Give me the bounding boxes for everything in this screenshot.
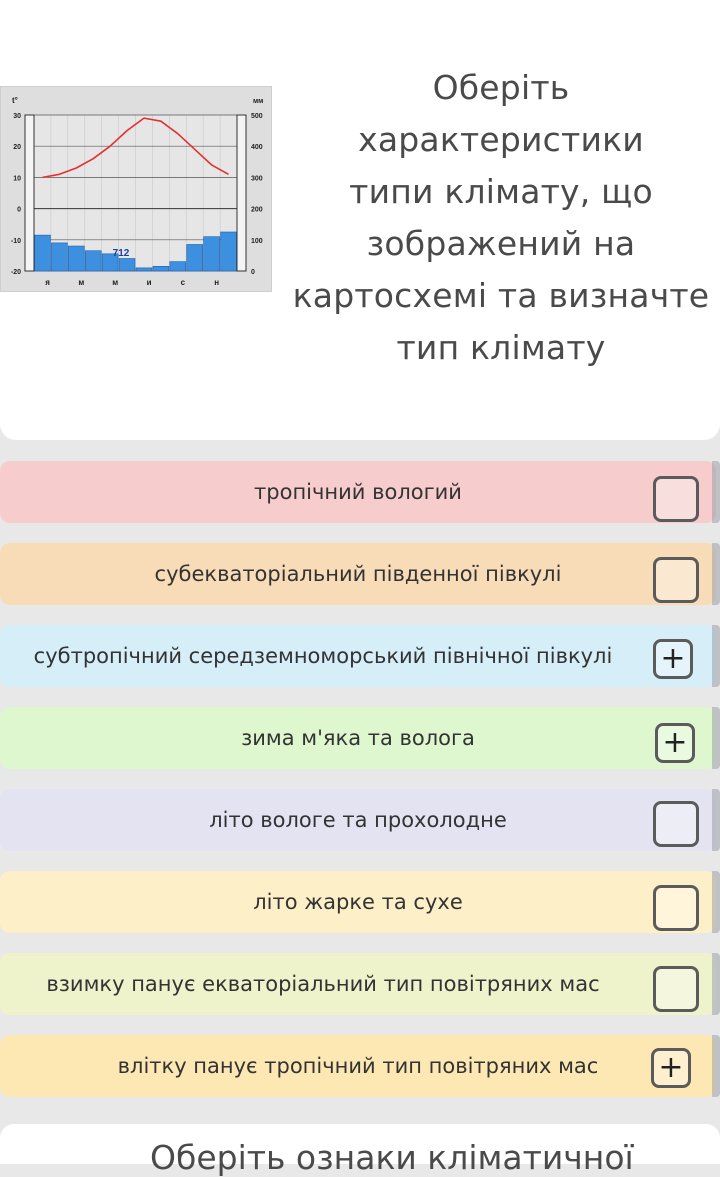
option-edge: [712, 789, 720, 851]
option-winter-mild-wet[interactable]: [0, 707, 716, 769]
question-card: [0, 0, 720, 440]
option-subtropical-mediterranean[interactable]: [0, 625, 716, 687]
precip-tick-label: 300: [251, 175, 263, 183]
option-checkbox[interactable]: [653, 801, 699, 847]
temp-tick-label: -20: [10, 269, 21, 276]
temp-tick-label: 30: [13, 113, 21, 120]
option-summer-wet-cool[interactable]: [0, 789, 716, 851]
precip-tick-label: 0: [251, 269, 255, 276]
right-axis: [237, 115, 246, 271]
option-edge: [712, 707, 720, 769]
question-line: тип клімату: [396, 328, 606, 367]
precip-bar: [153, 266, 169, 271]
question-line: типи клімату, що: [349, 172, 653, 211]
option-subequatorial-south[interactable]: [0, 543, 716, 605]
precip-tick-label: 400: [251, 144, 263, 152]
precip-tick-label: 100: [251, 237, 263, 245]
option-winter-equatorial-air[interactable]: [0, 953, 716, 1015]
precip-tick-label: 500: [251, 113, 263, 120]
option-tropical-humid[interactable]: [0, 461, 716, 523]
option-checkbox[interactable]: [653, 885, 699, 931]
question-line: зображений на: [366, 224, 636, 263]
next-question-card: [0, 1124, 720, 1177]
month-label: и: [146, 278, 152, 287]
month-label: с: [180, 278, 186, 287]
option-label: субтропічний середземноморський північної півкулі: [33, 644, 613, 668]
option-edge: [712, 461, 720, 523]
option-label: влітку панує тропічний тип повітряних мас: [117, 1054, 599, 1078]
temp-tick-label: 0: [17, 206, 21, 214]
next-question-text: Оберіть ознаки кліматичної: [150, 1138, 634, 1177]
option-edge: [712, 625, 720, 687]
precip-unit-label: мм: [253, 98, 264, 105]
climatogram-chart: [1, 87, 273, 293]
option-checkbox[interactable]: [653, 966, 699, 1012]
temp-unit-label: t°: [12, 96, 18, 105]
precip-bar: [51, 243, 67, 271]
precip-bar: [170, 262, 186, 271]
option-checkbox-checked[interactable]: +: [655, 723, 695, 763]
precip-bar: [204, 237, 220, 271]
temp-tick-label: 10: [13, 175, 21, 183]
month-label: м: [112, 278, 119, 287]
option-checkbox-checked[interactable]: +: [651, 1048, 691, 1088]
option-label: літо жарке та сухе: [253, 890, 463, 914]
question-text: [286, 62, 716, 374]
option-checkbox[interactable]: [653, 476, 699, 522]
question-line: Оберіть характеристики: [358, 68, 644, 159]
question-line: картосхемі та визначте: [292, 276, 710, 315]
option-summer-tropical-air[interactable]: [0, 1035, 716, 1097]
option-label: тропічний вологий: [254, 480, 462, 504]
left-axis: [25, 115, 34, 271]
month-label: м: [78, 278, 85, 287]
temp-tick-label: -10: [10, 237, 21, 245]
precip-tick-label: 200: [251, 206, 263, 214]
annual-precip-label: 712: [112, 248, 130, 259]
month-label: я: [45, 278, 50, 287]
precip-bar: [35, 235, 51, 271]
option-edge: [712, 953, 720, 1015]
month-label: н: [214, 278, 220, 287]
option-label: літо вологе та прохолодне: [209, 808, 507, 832]
option-label: взимку панує екваторіальний тип повітряних мас: [46, 972, 600, 996]
option-checkbox-checked[interactable]: +: [653, 639, 693, 679]
temp-tick-label: 20: [13, 144, 21, 152]
precip-bar: [68, 246, 84, 271]
precip-bar: [221, 232, 237, 271]
precip-bar: [85, 251, 101, 271]
option-summer-hot-dry[interactable]: [0, 871, 716, 933]
option-edge: [712, 871, 720, 933]
climatogram: [0, 86, 272, 292]
option-edge: [712, 1035, 720, 1097]
precip-bar: [187, 244, 203, 271]
option-checkbox[interactable]: [653, 557, 699, 603]
precip-bar: [136, 268, 152, 271]
option-label: субекваторіальний південної півкулі: [154, 562, 562, 586]
option-label: зима м'яка та волога: [241, 726, 475, 750]
option-edge: [712, 543, 720, 605]
precip-bar: [119, 259, 135, 271]
